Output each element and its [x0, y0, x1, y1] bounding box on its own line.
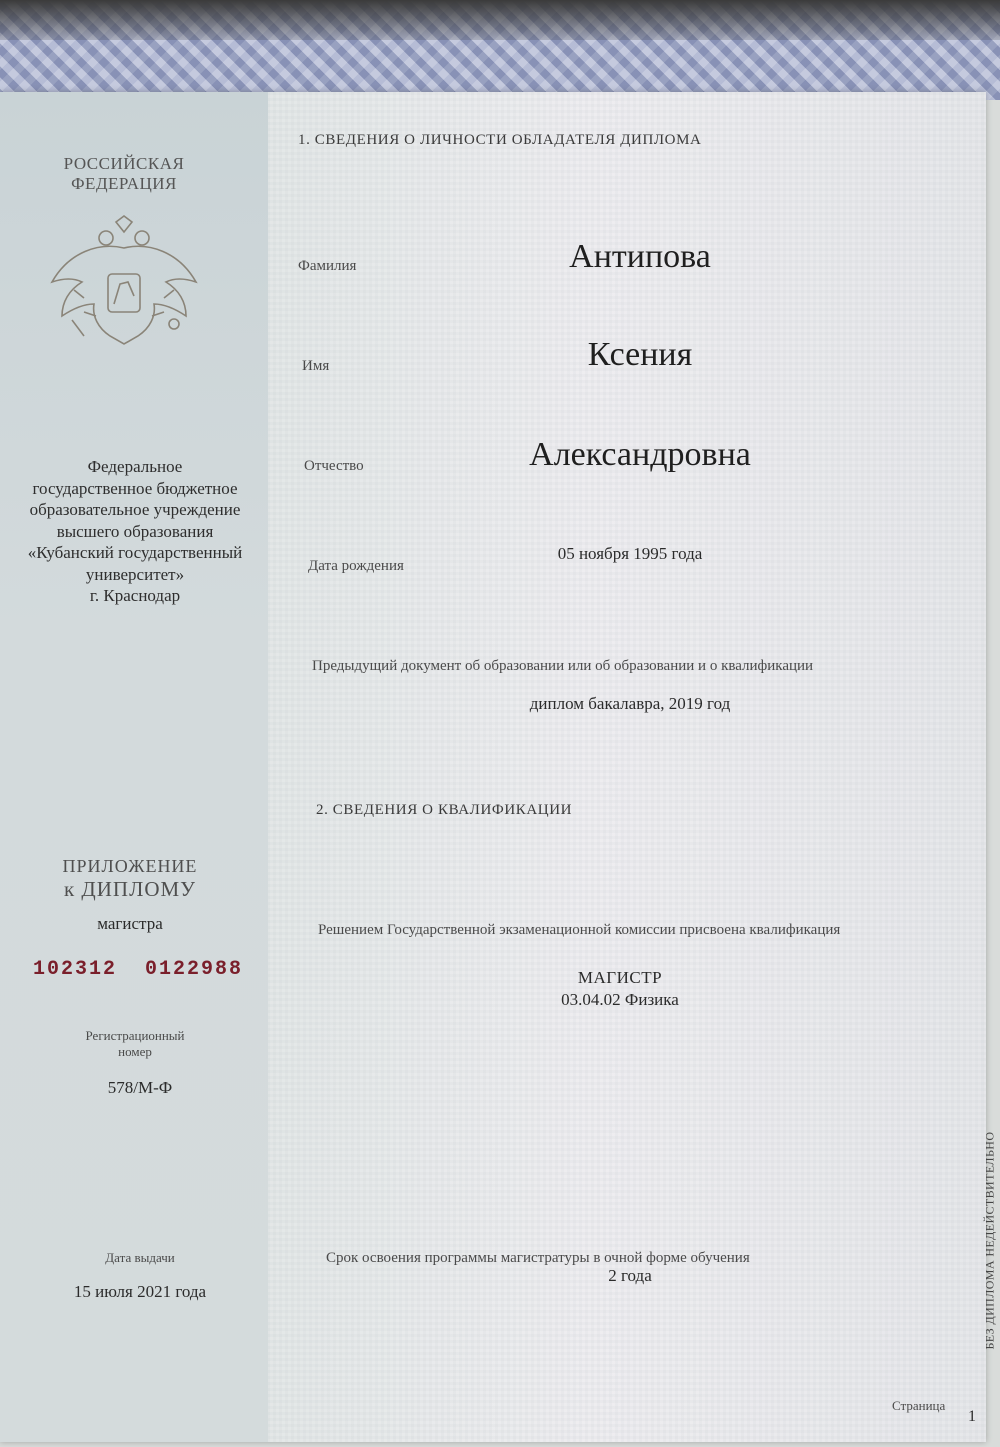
surname-label: Фамилия — [298, 258, 357, 274]
qualification-title: МАГИСТР — [577, 968, 663, 987]
institution-line: университет» — [85, 564, 185, 584]
coat-of-arms-icon — [44, 212, 204, 352]
institution-line: г. Краснодар — [89, 586, 181, 605]
left-panel — [0, 92, 268, 1442]
previous-document-label: Предыдущий документ об образовании или об образовании и о квалификации — [312, 658, 814, 674]
birth-date-value: 05 ноября 1995 года — [557, 544, 703, 563]
patronymic-value: Александровна — [529, 436, 751, 473]
guilloche-border — [0, 0, 1000, 100]
name-label: Имя — [302, 358, 330, 374]
surname-value: Антипова — [569, 238, 711, 275]
name-value: Ксения — [587, 336, 693, 373]
study-duration-value: 2 года — [608, 1266, 652, 1285]
institution-line: образовательное учреждение — [29, 500, 241, 519]
page-number: 1 — [968, 1408, 976, 1425]
institution-line: «Кубанский государственный — [27, 543, 243, 562]
issue-date: 15 июля 2021 года — [73, 1282, 207, 1301]
birth-date-label: Дата рождения — [308, 558, 404, 574]
section-2-title: 2. СВЕДЕНИЯ О КВАЛИФИКАЦИИ — [316, 802, 573, 818]
institution-line: высшего образования — [56, 521, 214, 541]
institution-name — [10, 456, 260, 607]
previous-document-value: диплом бакалавра, 2019 год — [529, 694, 731, 713]
page-label: Страница — [892, 1398, 946, 1413]
registration-number: 578/М-Ф — [107, 1078, 173, 1097]
registration-label — [40, 1028, 230, 1060]
country-name — [24, 154, 224, 194]
patronymic-label: Отчество — [304, 458, 364, 474]
institution-line: Федеральное — [87, 457, 183, 476]
section-1-title: 1. СВЕДЕНИЯ О ЛИЧНОСТИ ОБЛАДАТЕЛЯ ДИПЛОМА — [298, 132, 702, 148]
appendix-line-2: к ДИПЛОМУ — [63, 877, 197, 901]
appendix-line-1: ПРИЛОЖЕНИЕ — [62, 856, 198, 876]
degree-level: магистра — [97, 914, 163, 933]
registration-label-line-1: Регистрационный — [85, 1028, 185, 1043]
registration-label-line-2: номер — [118, 1044, 152, 1059]
side-validity-note: БЕЗ ДИПЛОМА НЕДЕЙСТВИТЕЛЬНО — [982, 1131, 997, 1350]
qualification-specialty: 03.04.02 Физика — [561, 990, 679, 1009]
appendix-title — [30, 856, 230, 902]
issue-date-label: Дата выдачи — [105, 1250, 175, 1265]
country-line-1: РОССИЙСКАЯ — [63, 154, 185, 173]
diploma-sheet — [0, 92, 997, 1442]
country-line-2: ФЕДЕРАЦИЯ — [71, 174, 177, 193]
serial-number: 102312 0122988 — [32, 958, 244, 981]
study-duration-label: Срок освоения программы магистратуры в очной форме обучения — [326, 1250, 750, 1266]
institution-line: государственное бюджетное — [32, 478, 238, 498]
qualification-decision-text: Решением Государственной экзаменационной комиссии присвоена квалификация — [318, 922, 841, 938]
